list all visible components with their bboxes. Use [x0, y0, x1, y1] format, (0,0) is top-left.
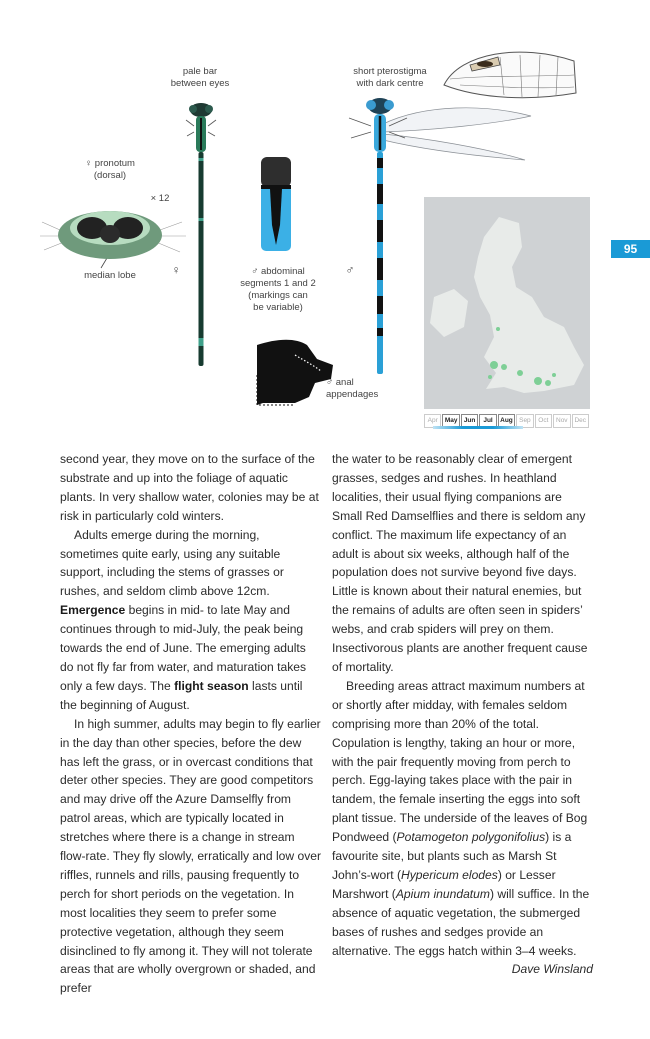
month-nov: Nov — [553, 414, 570, 428]
female-damselfly-illustration — [186, 98, 216, 370]
month-aug: Aug — [498, 414, 515, 428]
text-column-right — [332, 450, 593, 979]
label-abdominal-segments: ♂ abdominal segments 1 and 2 (markings can be variable) — [240, 266, 316, 313]
distribution-map — [424, 197, 590, 409]
label-median-lobe: median lobe — [84, 270, 136, 281]
page-number-tab: 95 — [611, 240, 650, 258]
paragraph: the water to be reasonably clear of emergent grasses, sedges and rushes. In heathland localities, their usual flying companions are Small Red Damselflies and there is seldom any conflict. The maximum life expectancy of an adult is about six weeks, although half of the population does not survive beyond five days. Little is known about their natural enemies, but the remains of adults are often seen in spiders’ webs, and crab spiders will prey on them. Insectivorous plants are another frequent cause of mortality. — [332, 452, 588, 674]
month-sep: Sep — [516, 414, 533, 428]
paragraph: Adults emerge during the morning, sometimes quite early, using any suitable support, including the stems of grasses or rushes, and seldom climb above 12cm. Emergence begins in mid- to late May and continues through to mid-July, the peak being towards the end of June. The emerging adults do not fly far from water, and maturation takes only a few days. The flight season lasts until the beginning of August. — [60, 527, 307, 712]
month-oct: Oct — [535, 414, 552, 428]
month-may: May — [442, 414, 459, 428]
paragraph: Breeding areas attract maximum numbers at or shortly after midday, with females seldom comprising more than 20% of the total. Copulation is lengthy, taking an hour or more, with the pair frequently moving from perch to perch. Egg-laying takes place with the pair in tandem, the female inserting the eggs into soft plant tissue. The underside of the leaves of Bog Pondweed (Potamogeton polygonifolius) is a favourite site, but plants such as Marsh St John’s-wort (Hypericum elodes) or Lesser Marshwort (Apium inundatum) will suffice. In the absence of aquatic vegetation, the submerged bases of rushes and sedges provide an alternative. The eggs hatch within 3–4 weeks. — [332, 678, 590, 958]
abdominal-segments-illustration — [256, 155, 296, 255]
pronotum-illustration — [40, 190, 190, 265]
paragraph: second year, they move on to the surface of the substrate and up into the foliage of aquatic plants. In very shallow water, colonies may be at risk in particularly cold winters. — [60, 452, 319, 523]
label-pale-bar: pale bar between eyes — [170, 66, 230, 89]
label-male-symbol: ♂ — [345, 263, 355, 277]
anal-appendages-illustration — [255, 335, 335, 409]
label-magnification: × 12 — [150, 193, 170, 204]
text-column-left — [60, 450, 321, 998]
author-credit: Dave Winsland — [511, 962, 593, 977]
label-pterostigma: short pterostigma with dark centre — [353, 66, 427, 89]
month-jun: Jun — [461, 414, 478, 428]
month-dec: Dec — [572, 414, 589, 428]
month-jul: Jul — [479, 414, 496, 428]
flight-season-bar — [433, 426, 523, 429]
label-anal-appendages: ♂ anal appendages — [326, 377, 379, 400]
month-apr: Apr — [424, 414, 441, 428]
label-pronotum: ♀ pronotum (dorsal) — [85, 158, 135, 181]
paragraph: In high summer, adults may begin to fly earlier in the day than other species, before the dew has left the grass, or in overcast conditions that deter other species. They are good competitors and may drive off the Azure Damselfly from patrol areas, which are typically located in stretches where there is a change in stream flow-rate. They fly slowly, erratically and low over riffles, runnels and rills, pausing frequently to perch for short periods on the vegetation. In most localities they seem to prefer some protective vegetation, although they seem disinclined to fly among it. They will not tolerate areas that are wholly overgrown or shaded, and prefer — [60, 716, 322, 996]
label-female-symbol: ♀ — [171, 263, 181, 277]
